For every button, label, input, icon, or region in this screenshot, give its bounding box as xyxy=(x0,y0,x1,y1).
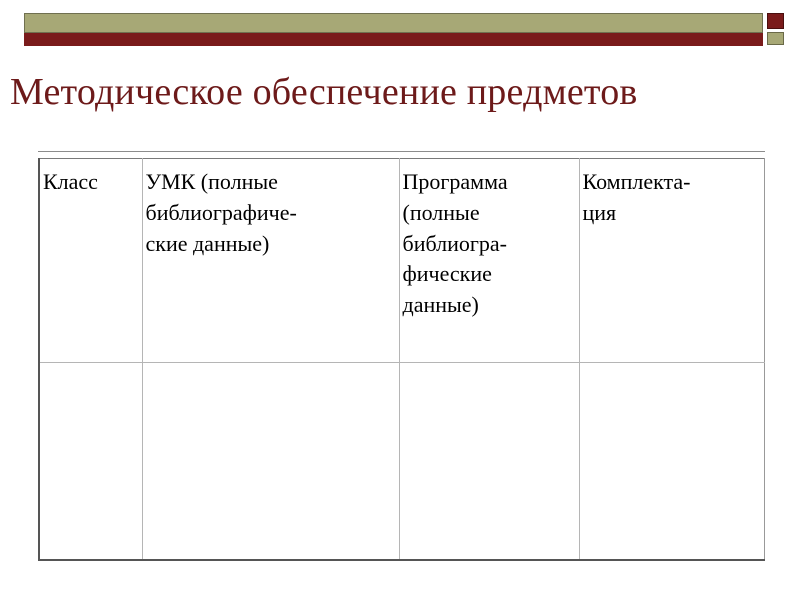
header-cell-text: библиографиче- xyxy=(145,199,297,225)
header-cell-class xyxy=(39,159,142,363)
header-cell-text: Класс xyxy=(43,169,98,194)
methods-table xyxy=(38,158,765,561)
corner-square-maroon xyxy=(767,13,784,29)
header-cell-text: УМК (полные xyxy=(145,169,278,194)
corner-square-olive xyxy=(767,32,784,45)
header-cell-text: ция xyxy=(582,199,617,225)
header-maroon-stripe xyxy=(24,33,763,46)
header-cell-umk xyxy=(142,159,399,363)
header-cell-text: Комплекта- xyxy=(582,169,691,194)
table-cell-equipment xyxy=(579,363,764,561)
header-cell-text: ские данные) xyxy=(145,230,270,256)
table-cell-program xyxy=(399,363,579,561)
table-cell-class xyxy=(39,363,142,561)
title-divider xyxy=(38,151,765,152)
header-cell-text: (полные xyxy=(402,199,480,225)
table-row xyxy=(39,363,764,561)
table-header-row xyxy=(39,159,764,363)
header-cell-text: Программа xyxy=(402,169,508,194)
slide-title: Методическое обеспечение предметов xyxy=(10,71,638,113)
header-cell-equipment xyxy=(579,159,764,363)
header-cell-text: библиогра- xyxy=(402,230,507,256)
header-olive-bar xyxy=(24,13,763,33)
methods-table-container xyxy=(38,158,763,551)
header-cell-text: данные) xyxy=(402,292,479,318)
table-cell-umk xyxy=(142,363,399,561)
header-cell-program xyxy=(399,159,579,363)
header-cell-text: фические xyxy=(402,261,492,287)
